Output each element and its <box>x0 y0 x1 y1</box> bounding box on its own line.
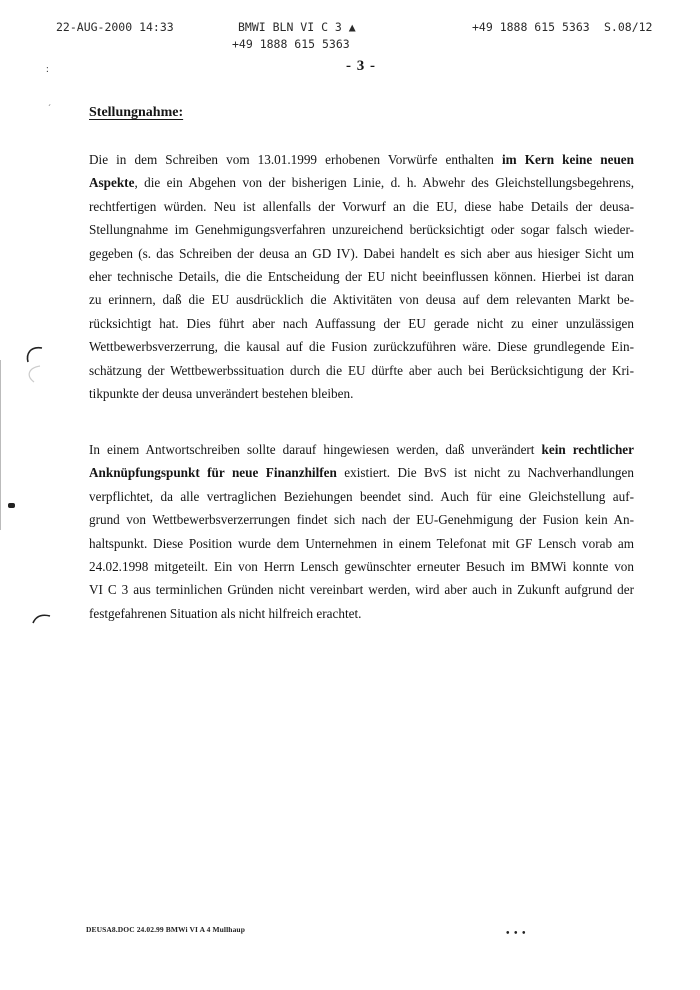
fax-phone-number: +49 1888 615 5363 <box>472 20 590 34</box>
fax-page-indicator: S.08/12 <box>604 20 653 34</box>
bold-text: Anknüpfungspunkt für neue Finanzhilfen <box>89 465 337 481</box>
text-line: 24.02.1998 mitgeteilt. Ein von Herrn Lensch gewünschter erneuter Besuch im BMWi konnte von <box>89 559 634 575</box>
hole-punch-mark <box>22 342 46 384</box>
text-line <box>89 148 634 171</box>
section-heading: Stellungnahme: <box>89 105 184 120</box>
text-line: Wettbewerbsverzerrung, die kausal auf die Fusion zurückzuführen wäre. Diese grundlegende Ein- <box>89 339 634 355</box>
text-line: verpflichtet, da alle vertraglichen Beziehungen beendet sind. Auch für eine Gleichstellung auf- <box>89 488 634 504</box>
text-line <box>89 461 634 484</box>
text-line: zu erinnern, daß die EU ausdrücklich die Aktivitäten von deusa auf dem relevanten Markt be- <box>89 292 634 308</box>
text-line: rücksichtigt hat. Dies führt aber nach Auffassung der EU gerade nicht zu einer unzulässigen <box>89 315 634 331</box>
text-line <box>89 438 634 461</box>
scan-mark: : <box>46 64 49 75</box>
bold-text: kein rechtlicher <box>541 442 634 457</box>
text-run: Die in dem Schreiben vom 13.01.1999 erhobenen Vorwürfe enthalten <box>89 152 502 167</box>
text-run: existiert. Die BvS ist nicht zu Nachverhandlungen <box>336 465 634 481</box>
scan-blot <box>8 503 15 508</box>
text-line: tikpunkte der deusa unverändert bestehen bleiben. <box>89 386 354 402</box>
fax-phone-number-2: +49 1888 615 5363 <box>232 37 350 51</box>
fax-sender <box>238 20 356 34</box>
text-line: VI C 3 aus terminlichen Gründen nicht vereinbart werden, wird aber auch in Zukunft aufgrund der <box>89 582 634 598</box>
bold-text: im Kern keine neuen <box>502 152 634 167</box>
paragraph-2 <box>89 438 634 625</box>
hole-punch-mark <box>30 612 52 626</box>
fax-date-time: 22-AUG-2000 14:33 <box>56 20 174 34</box>
footer-file-reference: DEUSA8.DOC 24.02.99 BMWi VI A 4 Mullhaup <box>86 925 245 934</box>
fax-sender-text: BMWI BLN VI C 3 <box>238 20 342 34</box>
paragraph-1 <box>89 148 634 405</box>
scan-mark: ´ <box>48 103 51 113</box>
text-line: schätzung der Wettbewerbssituation durch die EU dürfte aber auch bei Berücksichtigung der Kri- <box>89 362 634 378</box>
text-line <box>89 171 634 194</box>
bold-text: Aspekte <box>89 175 135 191</box>
footer-dots: • • • <box>506 928 527 939</box>
text-run: In einem Antwortschreiben sollte darauf hingewiesen werden, daß unverändert <box>89 442 542 457</box>
text-line: haltspunkt. Diese Position wurde dem Unternehmen in einem Telefonat mit GF Lensch vorab am <box>89 535 634 551</box>
text-line: festgefahrenen Situation als nicht hilfreich erachtet. <box>89 605 362 621</box>
text-line: grund von Wettbewerbsverzerrungen findet sich nach der EU-Genehmigung der Fusion kein An- <box>89 512 634 528</box>
scan-edge-line <box>0 360 1 530</box>
text-line: eher technische Details, die die Entscheidung der EU nicht beeinflussen können. Hierbei ist daran <box>89 269 634 285</box>
text-line: Stellungnahme im Genehmigungsverfahren unzureichend berücksichtigt oder sogar falsch wieder- <box>89 222 634 238</box>
page-number: - 3 - <box>346 58 376 74</box>
text-run: , die ein Abgehen von der bisherigen Linie, d. h. Abwehr des Gleichstellungsbegehrens, <box>134 175 634 191</box>
text-line: gegeben (s. das Schreiben der deusa an GD IV). Dabei handelt es sich aber aus hiesiger Sicht um <box>89 245 634 261</box>
text-line: rechtfertigen würden. Neu ist allenfalls der Vorwurf an die EU, diese habe Details der deusa- <box>89 198 634 214</box>
fax-sender-mark: ▲ <box>348 20 356 34</box>
